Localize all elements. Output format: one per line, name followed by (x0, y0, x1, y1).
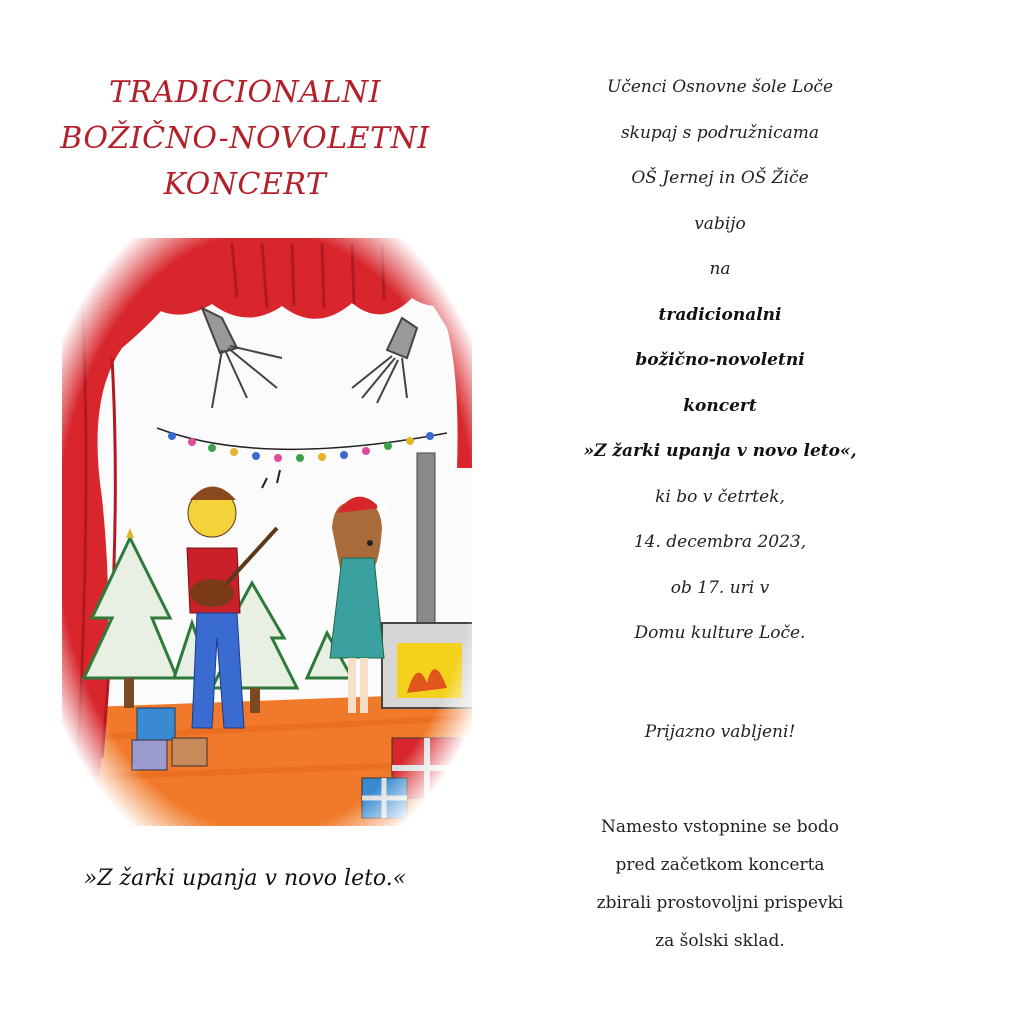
note-line: zbirali prostovoljni prispevki (596, 893, 844, 913)
invitation-line: OŠ Jernej in OŠ Žiče (631, 168, 809, 188)
invitation-line: skupaj s podružnicama (620, 122, 820, 143)
invitation-line: na (709, 259, 731, 279)
concert-stage-drawing (62, 238, 472, 826)
stage-illustration (62, 238, 472, 826)
title-line: TRADICIONALNI (108, 75, 381, 110)
poster-motto: »Z žarki upanja v novo leto.« (83, 866, 407, 891)
welcome-text: Prijazno vabljeni! (644, 722, 796, 742)
invitation-line: 14. decembra 2023, (633, 532, 807, 552)
invitation-line: ob 17. uri v (670, 577, 770, 598)
poster-title (30, 70, 460, 208)
invitation-line: Domu kulture Loče. (634, 623, 806, 643)
invitation-line: vabijo (694, 213, 746, 234)
invitation-line: tradicionalni (658, 304, 782, 325)
invitation-line: božično-novoletni (635, 350, 805, 370)
invitation-line: »Z žarki upanja v novo leto«, (583, 441, 857, 461)
note-line: Namesto vstopnine se bodo (601, 817, 839, 837)
invitation-line: koncert (683, 395, 757, 416)
invitation-text (520, 70, 920, 662)
title-line: BOŽIČNO-NOVOLETNI (60, 121, 430, 156)
invitation-line: Učenci Osnovne šole Loče (606, 77, 834, 97)
invitation-line: ki bo v četrtek, (655, 486, 785, 507)
title-line: KONCERT (163, 167, 327, 202)
donation-note (520, 810, 920, 962)
note-line: pred začetkom koncerta (615, 855, 825, 875)
note-line: za šolski sklad. (655, 931, 785, 951)
